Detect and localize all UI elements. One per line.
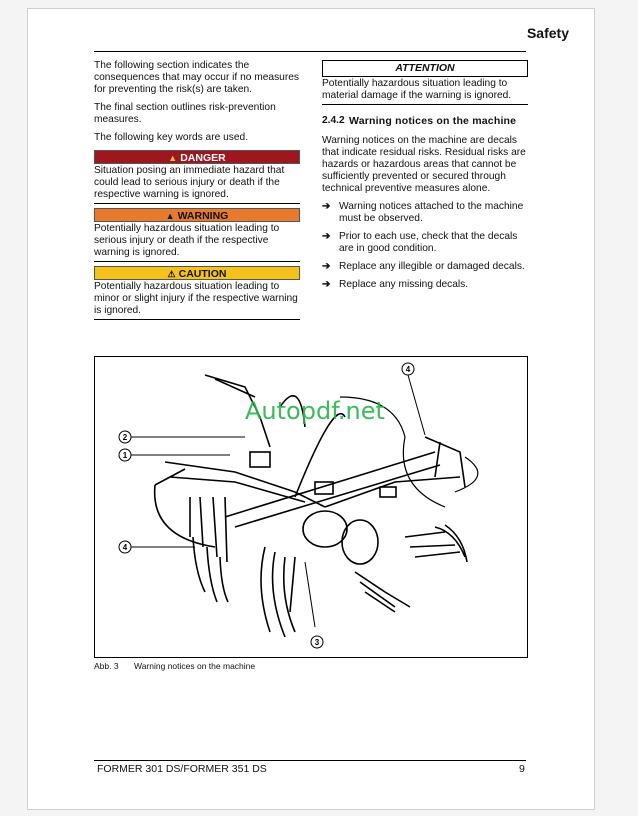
paragraph: The final section outlines risk-prevention measures. [94, 102, 276, 125]
arrow-right-icon: ➔ [322, 279, 331, 290]
arrow-right-icon: ➔ [322, 261, 331, 272]
warning-triangle-icon: ▲ [168, 153, 178, 163]
callout-4-left [119, 541, 131, 553]
list-item: ➔ Warning notices attached to the machine must be observed. [322, 201, 524, 224]
callout-label: 3 [314, 638, 320, 647]
danger-notice [94, 150, 300, 204]
caution-label-bar [94, 266, 300, 280]
warning-text: Potentially hazardous situation leading to serious injury or death if the respective warning is ignored. [94, 222, 300, 262]
footer-divider [94, 760, 526, 761]
danger-label: DANGER [180, 152, 226, 164]
warning-triangle-icon: ⚠ [167, 269, 176, 279]
watermark-text: Autopdf.net [245, 397, 385, 425]
callout-1 [119, 449, 131, 461]
warning-label-bar [94, 208, 300, 222]
footer-model: FORMER 301 DS/FORMER 351 DS [97, 763, 267, 775]
caution-notice [94, 266, 300, 320]
danger-text: Situation posing an immediate hazard that could lead to serious injury or death if the respective warning is ignored. [94, 164, 300, 204]
caution-label: CAUTION [178, 268, 227, 280]
callout-label: 4 [405, 365, 411, 374]
paragraph: The following section indicates the consequences that may occur if no measures for preventing the risk(s) are taken. [94, 60, 299, 95]
list-item: ➔ Replace any illegible or damaged decals. [322, 261, 525, 272]
machine-figure [94, 356, 528, 658]
right-column [322, 60, 528, 297]
figure-caption [94, 661, 255, 671]
attention-label-bar: ATTENTION [322, 60, 528, 77]
list-item: ➔ Prior to each use, check that the decals are in good condition. [322, 231, 518, 254]
danger-label-bar [94, 150, 300, 164]
attention-text: Potentially hazardous situation leading to material damage if the warning is ignored. [322, 77, 528, 105]
warning-notice [94, 208, 300, 262]
callout-label: 2 [122, 433, 128, 442]
header-divider [94, 51, 526, 52]
list-item: ➔ Replace any missing decals. [322, 279, 469, 290]
paragraph: The following key words are used. [94, 132, 249, 143]
section-title: Warning notices on the machine [349, 115, 517, 127]
callout-2 [119, 431, 131, 443]
callout-label: 1 [122, 451, 128, 460]
arrow-right-icon: ➔ [322, 201, 331, 212]
figure-caption-text: Warning notices on the machine [134, 661, 256, 671]
section-heading [322, 115, 528, 127]
left-column [94, 60, 300, 324]
page-header-title: Safety [526, 25, 569, 41]
arrow-right-icon: ➔ [322, 231, 331, 242]
section-intro: Warning notices on the machine are decals that indicate residual risks. Residual risks are hazards or hazardous areas that cannot be sufficiently prevented or secured through technical preventive measures alone. [322, 135, 526, 194]
warning-triangle-icon: ▲ [165, 211, 175, 221]
callout-label: 4 [122, 543, 128, 552]
warning-label: WARNING [177, 210, 229, 222]
figure-number: Abb. 3 [94, 661, 119, 671]
caution-text: Potentially hazardous situation leading to minor or slight injury if the respective warning is ignored. [94, 280, 300, 320]
page-number: 9 [519, 763, 525, 775]
section-number: 2.4.2 [322, 115, 345, 126]
callout-4-top [402, 363, 414, 375]
callout-3 [311, 636, 323, 648]
